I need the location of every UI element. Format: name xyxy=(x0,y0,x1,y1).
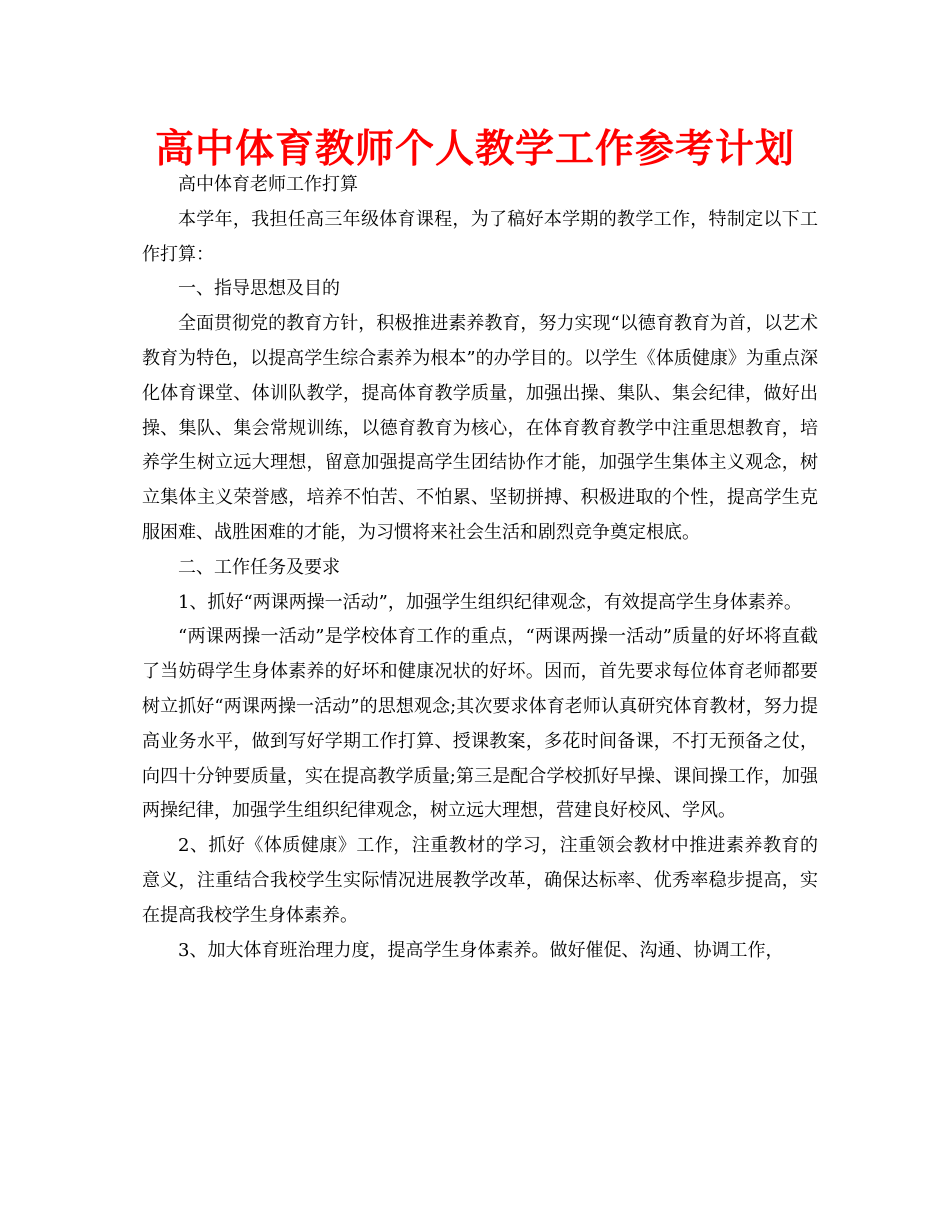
paragraph-intro: 本学年，我担任高三年级体育课程，为了稿好本学期的教学工作，特制定以下工作打算： xyxy=(142,208,818,265)
section-heading-1: 一、指导思想及目的 xyxy=(178,278,340,300)
paragraph-item-2: 2、抓好《体质健康》工作，注重教材的学习，注重领会教材中推进素养教育的意义，注重结合我校学生实际情况进展教学改革，确保达标率、优秀率稳步提高，实在提高我校学生身体素养。 xyxy=(142,835,818,926)
paragraph-item-1-detail: “两课两操一活动”是学校体育工作的重点，“两课两操一活动”质量的好坏将直截了当妨碍学生身体素养的好坏和健康况状的好坏。因而，首先要求每位体育老师都要树立抓好“两课两操一活动”的思想观念;其次要求体育老师认真研究体育教材，努力提高业务水平，做到写好学期工作打算、授课教案，多花时间备课，不打无预备之仗，向四十分钟要质量，实在提高教学质量;第三是配合学校抓好早操、课间操工作，加强两操纪律，加强学生组织纪律观念，树立远大理想，营建良好校风、学风。 xyxy=(142,626,818,822)
paragraph-subtitle: 高中体育老师工作打算 xyxy=(178,174,358,195)
document-title: 高中体育教师个人教学工作参考计划 xyxy=(154,127,795,172)
section-heading-2: 二、工作任务及要求 xyxy=(178,556,340,578)
paragraph-item-1: 1、抓好“两课两操一活动”，加强学生组织纪律观念，有效提高学生身体素养。 xyxy=(178,591,802,613)
paragraph-item-3: 3、加大体育班治理力度，提高学生身体素养。做好催促、沟通、协调工作， xyxy=(178,939,784,961)
paragraph-guiding-thought: 全面贯彻党的教育方针，积极推进素养教育，努力实现“以德育教育为首，以艺术教育为特色，以提高学生综合素养为根本”的办学目的。以学生《体质健康》为重点深化体育课堂、体训队教学，提高体育教学质量，加强出操、集队、集会纪律，做好出操、集队、集会常规训练，以德育教育为核心，在体育教育教学中注重思想教育，培养学生树立远大理想，留意加强提高学生团结协作才能，加强学生集体主义观念，树立集体主义荣誉感，培养不怕苦、不怕累、坚韧拼搏、积极进取的个性，提高学生克服困难、战胜困难的才能，为习惯将来社会生活和剧烈竞争奠定根底。 xyxy=(142,313,818,543)
document-body xyxy=(142,168,818,968)
